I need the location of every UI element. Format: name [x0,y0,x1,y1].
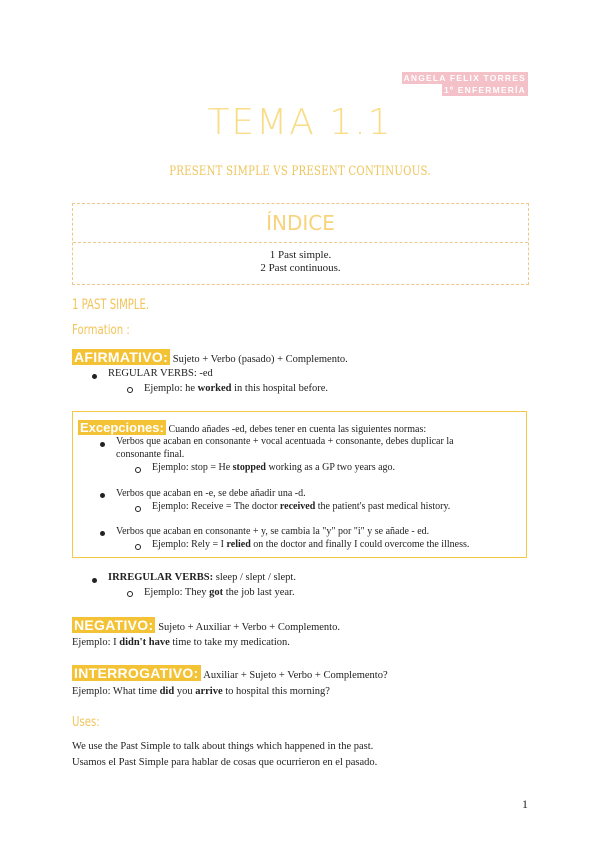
exception-example-2 [152,501,450,512]
example-text: the patient's past medical history. [315,501,451,512]
example-text: Ejemplo: he [144,383,198,394]
bullet-dot [100,531,105,536]
sub-bullet-circle [135,544,141,550]
sub-bullet-circle [135,467,141,473]
example-bold: got [209,587,224,598]
affirmative-rule: Sujeto + Verbo (pasado) + Complemento. [172,354,348,365]
bullet-dot [100,493,105,498]
sub-bullet-circle [127,387,133,393]
example-text: working as a GP two years ago. [266,462,396,473]
section-heading: 1 PAST SIMPLE. [72,297,150,313]
example-text: Ejemplo: Rely = I [152,539,227,550]
exceptions-intro: Cuando añades -ed, debes tener en cuenta las siguientes normas: [168,424,427,435]
example-bold: did [159,686,175,697]
negative-label: NEGATIVO: [74,617,154,633]
author-name: ANGELA FELIX TORRES [403,73,526,83]
negative-line [72,617,340,633]
example-text: Ejemplo: stop = He [152,462,233,473]
page-title: TEMA 1.1 [207,102,393,143]
uses-spanish: Usamos el Past Simple para hablar de cosas que ocurrieron en el pasado. [72,757,378,768]
example-text: you [174,686,196,697]
index-box [72,203,529,285]
page-number: 1 [522,797,528,811]
exception-rule-3: Verbos que acaban en consonante + y, se cambia la "y" por "i" y se añade - ed. [116,526,430,537]
author-course: 1º ENFERMERÍA [444,85,526,95]
exception-rule-1-cont: consonante final. [116,449,185,460]
bullet-dot [100,442,105,447]
irregular-label: IRREGULAR VERBS: [108,572,214,583]
example-text: to hospital this morning? [222,686,330,697]
example-text: Ejemplo: They [144,587,210,598]
index-item: 1 Past simple. [269,249,332,261]
example-bold: worked [197,383,232,394]
bullet-dot [92,578,97,583]
interrogative-label: INTERROGATIVO: [74,665,199,681]
example-bold: received [279,501,316,512]
regular-example [144,383,328,394]
example-text: Ejemplo: Receive = The doctor [152,501,280,512]
example-text: on the doctor and finally I could overcome the illness. [250,539,470,550]
example-bold: arrive [195,686,223,697]
exceptions-intro-line [78,420,426,435]
exception-rule-2: Verbos que acaban en -e, se debe añadir una -d. [116,488,306,499]
negative-example [72,637,290,648]
example-bold: stopped [232,462,266,473]
sub-bullet-circle [135,506,141,512]
negative-rule: Sujeto + Auxiliar + Verbo + Complemento. [158,622,340,633]
example-text: in this hospital before. [231,383,329,394]
example-text: Ejemplo: I [72,637,120,648]
sub-bullet-circle [127,591,133,597]
page-subtitle: PRESENT SIMPLE VS PRESENT CONTINUOUS. [169,164,431,179]
interrogative-example [72,686,330,697]
irregular-verbs-item [108,572,296,583]
interrogative-rule: Auxiliar + Sujeto + Verbo + Complemento? [203,670,388,681]
regular-verbs-item: REGULAR VERBS: -ed [108,368,213,379]
uses-heading: Uses: [72,715,100,730]
index-list [73,243,528,275]
index-heading: ÍNDICE [73,204,528,243]
example-text: time to take my medication. [169,637,290,648]
affirmative-line [72,349,348,365]
exception-rule-1: Verbos que acaban en consonante + vocal acentuada + consonante, debes duplicar la [116,436,454,447]
index-item: 2 Past continuous. [260,262,341,274]
example-text: the job last year. [223,587,295,598]
irregular-example [144,587,295,598]
uses-english: We use the Past Simple to talk about things which happened in the past. [72,741,374,752]
author-block [402,72,528,96]
irregular-forms: sleep / slept / slept. [213,572,296,583]
example-bold: relied [226,539,251,550]
example-text: Ejemplo: What time [72,686,160,697]
affirmative-label: AFIRMATIVO: [74,349,169,365]
exception-example-1 [152,462,395,473]
bullet-dot [92,374,97,379]
example-bold: didn't have [119,637,170,648]
interrogative-line [72,665,388,681]
exception-example-3 [152,539,469,550]
formation-heading: Formation : [72,323,130,338]
exceptions-label: Excepciones: [80,420,164,435]
